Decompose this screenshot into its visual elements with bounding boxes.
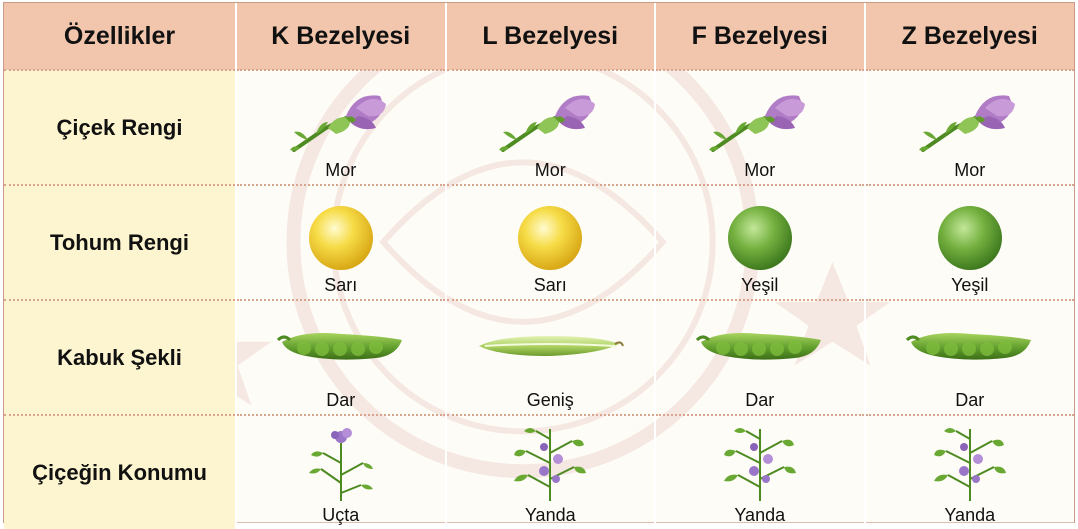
axial-flower-plant-icon: [510, 423, 590, 503]
row-label-flower-color: Çiçek Rengi: [4, 70, 236, 185]
table-row: [4, 415, 1074, 529]
header-pea-f: F Bezelyesi: [655, 3, 865, 70]
purple-flower-icon: [495, 88, 605, 158]
row-label-pod-shape: Kabuk Şekli: [4, 300, 236, 415]
cell-value: Yeşil: [741, 275, 779, 295]
table-header-row: [4, 3, 1074, 70]
cell-value: Dar: [745, 390, 775, 410]
cell-value: Mor: [534, 160, 566, 180]
axial-flower-plant-icon: [930, 423, 1010, 503]
axial-flower-plant-icon: [720, 423, 800, 503]
cell-value: Geniş: [526, 390, 574, 410]
purple-flower-icon: [705, 88, 815, 158]
narrow-pod-icon: [905, 326, 1035, 366]
cell-value: Uçta: [322, 505, 360, 525]
table-row: [4, 300, 1074, 415]
purple-flower-icon: [915, 88, 1025, 158]
cell-value: Sarı: [533, 275, 567, 295]
terminal-flower-plant-icon: [301, 423, 381, 503]
table-row: [4, 185, 1074, 300]
green-seed-icon: [935, 203, 1005, 273]
row-label-seed-color: Tohum Rengi: [4, 185, 236, 300]
green-seed-icon: [725, 203, 795, 273]
cell-value: Dar: [955, 390, 985, 410]
table-row: [4, 70, 1074, 185]
cell-value: Yanda: [524, 505, 576, 525]
header-pea-k: K Bezelyesi: [236, 3, 446, 70]
header-features: Özellikler: [4, 3, 236, 70]
header-pea-l: L Bezelyesi: [446, 3, 656, 70]
cell-value: Sarı: [324, 275, 358, 295]
cell-value: Yanda: [734, 505, 786, 525]
wide-pod-icon: [475, 332, 625, 362]
cell-value: Mor: [325, 160, 357, 180]
cell-value: Yeşil: [951, 275, 989, 295]
narrow-pod-icon: [695, 326, 825, 366]
pea-traits-table-frame: [3, 2, 1075, 523]
cell-value: Mor: [954, 160, 986, 180]
row-label-flower-position: Çiçeğin Konumu: [4, 415, 236, 529]
narrow-pod-icon: [276, 326, 406, 366]
yellow-seed-icon: [515, 203, 585, 273]
pea-traits-table: [4, 3, 1074, 529]
cell-value: Yanda: [944, 505, 996, 525]
cell-value: Mor: [744, 160, 776, 180]
cell-value: Dar: [326, 390, 356, 410]
yellow-seed-icon: [306, 203, 376, 273]
header-pea-z: Z Bezelyesi: [865, 3, 1075, 70]
purple-flower-icon: [286, 88, 396, 158]
